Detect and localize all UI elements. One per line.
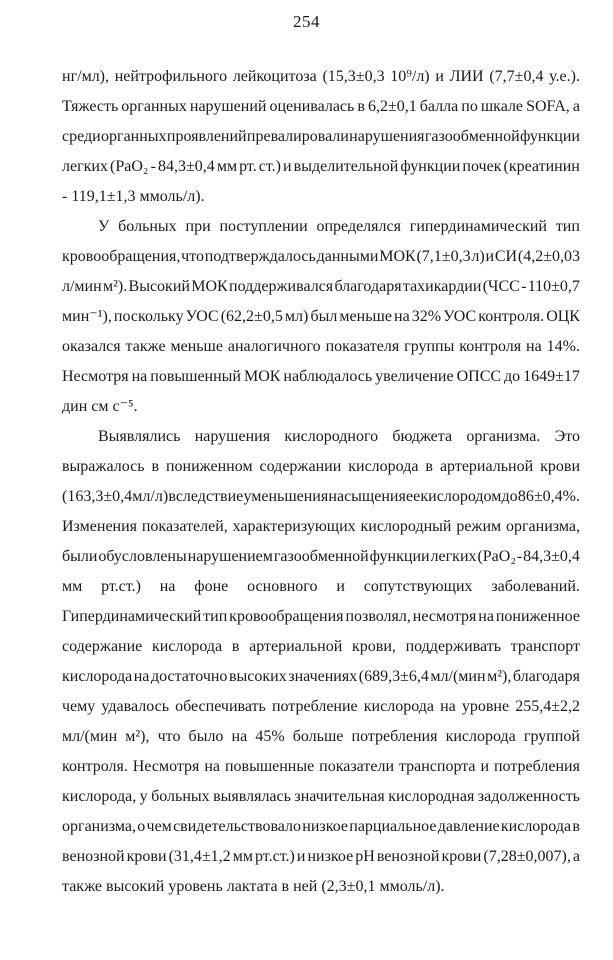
word: кислородная (388, 788, 475, 805)
paragraph-3-line-11 (62, 722, 580, 752)
word: были (62, 548, 98, 565)
word: мл/(мин (430, 668, 486, 685)
paragraph-3-line-7 (62, 602, 580, 632)
word: Высокий (128, 278, 190, 295)
word: поскольку (113, 308, 184, 325)
paragraph-3-line-8 (62, 632, 580, 662)
word: группой (523, 728, 580, 745)
word: ст.) (258, 158, 281, 175)
word: по (461, 98, 478, 115)
word: режим (456, 518, 502, 535)
word: pH (355, 848, 375, 865)
word: и (283, 158, 292, 175)
word: легких (62, 158, 108, 175)
word: о (137, 818, 146, 835)
word: в (231, 638, 240, 655)
paragraph-1-line-4 (62, 152, 580, 182)
word: 84,3±0,4 (523, 548, 580, 565)
word: наблюдалось (283, 368, 373, 385)
word: организма, (505, 518, 580, 535)
word: 10⁹/л) (390, 68, 430, 85)
word: а (572, 98, 580, 115)
paragraph-2-line-5 (62, 332, 580, 362)
word: 45% (255, 728, 285, 745)
paragraph-3-line-4 (62, 512, 580, 542)
word: в (357, 98, 365, 115)
paragraph-1-line-1 (62, 62, 580, 92)
word: МОК (379, 248, 416, 265)
word: содержании (259, 458, 342, 475)
word: благодаря (512, 668, 580, 685)
word: тип (555, 218, 580, 235)
word: выявлялась (213, 788, 291, 805)
word: (689,3±6,4 (358, 668, 429, 685)
word: Выявлялись (98, 428, 181, 445)
word: шкале (480, 98, 524, 115)
word: нарушением (187, 548, 273, 565)
word: достаточно (150, 668, 228, 685)
word: и (480, 758, 490, 775)
word: на (204, 758, 221, 775)
word: Несмотря (132, 758, 200, 775)
word: - (150, 158, 156, 175)
word: Несмотря (62, 368, 129, 385)
paragraph-3-line-9 (62, 662, 580, 692)
word: рт.ст.) (101, 578, 141, 595)
word: повышенные (224, 758, 315, 775)
paragraph-2-line-6 (62, 362, 580, 392)
body-text (62, 62, 580, 902)
word: значениях (288, 668, 358, 685)
paragraph-2-line-2 (62, 242, 580, 272)
word: почек (462, 158, 502, 175)
word: несмотря (412, 608, 477, 625)
paragraph-3-line-5 (62, 542, 580, 572)
word: значительная (294, 788, 385, 805)
page-number: 254 (293, 12, 320, 31)
word: SOFA, (526, 98, 570, 115)
word: ОПСС (456, 368, 502, 385)
word: (7,1±0,3 (416, 248, 471, 265)
word: 14%. (546, 338, 580, 355)
word: больных (151, 788, 210, 805)
word: нарушений (189, 98, 267, 115)
paragraph-3-line-2 (62, 452, 580, 482)
word: до (501, 488, 518, 505)
word: 6,2±0,1 (367, 98, 417, 115)
word: также (125, 338, 166, 355)
word: рт.ст.) (255, 848, 295, 865)
word: мл/(мин (62, 728, 118, 745)
word: благодаря (334, 278, 402, 295)
word: кислорода (348, 458, 419, 475)
word: функции (519, 128, 580, 145)
word: МОК (243, 368, 281, 385)
word: кислородного (284, 428, 379, 445)
word: показателей, (141, 518, 228, 535)
word: сопутствующих (363, 578, 473, 595)
word: чем (146, 818, 172, 835)
word: что (157, 728, 181, 745)
word: на (133, 668, 150, 685)
word: выделительной (293, 158, 399, 175)
word: Это (554, 428, 580, 445)
word: данными (316, 248, 379, 265)
word: поддерживать (405, 638, 501, 655)
word: мм (232, 848, 253, 865)
word: венозной (376, 848, 440, 865)
word: в (425, 458, 433, 475)
word: Тяжесть (62, 98, 119, 115)
word: кровообращения (229, 608, 344, 625)
word: пониженное (495, 608, 580, 625)
word: (62,2±0,5 (220, 308, 283, 325)
word: кислородный (360, 518, 452, 535)
word: - (521, 278, 527, 295)
word: л/мин (62, 278, 102, 295)
word: организма. (466, 428, 541, 445)
word: транспорт (510, 638, 580, 655)
word: на (131, 368, 148, 385)
word: ЛИИ (449, 68, 484, 85)
word: (31,4±1,2 (168, 848, 231, 865)
word: контроля (459, 338, 522, 355)
word: 255,4±2,2 (515, 698, 580, 715)
word: пониженном (165, 458, 253, 475)
word: (7,7±0,4 (489, 68, 544, 85)
word: насыщения (328, 488, 406, 505)
word: чему (62, 698, 96, 715)
paragraph-2-line-4 (62, 302, 580, 332)
paragraph-1-line-3 (62, 122, 580, 152)
word: ОЦК (546, 308, 580, 325)
word: крови (441, 848, 482, 865)
word: на (526, 338, 542, 355)
word: низкое (302, 818, 348, 835)
word: (PaO₂ (110, 158, 149, 175)
word: уменьшения (243, 488, 329, 505)
paragraph-3-line-12 (62, 752, 580, 782)
word: (ЧСС (482, 278, 520, 295)
word: превалировали (246, 128, 349, 145)
word: меньше (170, 338, 223, 355)
word: был (310, 308, 338, 325)
word: л) (471, 248, 485, 265)
paragraph-3-line-13 (62, 782, 580, 812)
word: гипердинамический (409, 218, 547, 235)
word: (163,3±0,4 (62, 488, 133, 505)
word: до (504, 368, 521, 385)
word: удавалось (101, 698, 169, 715)
word: высоких (228, 668, 287, 685)
word: Гипердинамический (62, 608, 202, 625)
paragraph-3-line-15 (62, 842, 580, 872)
word: рт. (239, 158, 257, 175)
word: газообменной (424, 128, 520, 145)
word: свидетельствовало (173, 818, 302, 835)
word: на (394, 308, 410, 325)
word: характеризующих (232, 518, 356, 535)
paragraph-3-line-1 (62, 422, 580, 452)
word: среди (62, 128, 101, 145)
word: 86±0,4%. (517, 488, 580, 505)
word: нарушения (194, 428, 271, 445)
paragraph-3-line-16: также высокий уровень лактата в ней (2,3±0,1 ммоль/л). (62, 878, 445, 895)
word: нейтрофильного (114, 68, 228, 85)
word: при (185, 218, 211, 235)
word: СИ (494, 248, 518, 265)
word: уровне (461, 698, 510, 715)
word: 32% (411, 308, 442, 325)
word: основного (247, 578, 318, 595)
paragraph-3-line-3 (62, 482, 580, 512)
word: обеспечивать (175, 698, 266, 715)
word: тип (203, 608, 228, 625)
word: было (188, 728, 224, 745)
word: на (440, 698, 456, 715)
word: и (485, 248, 495, 265)
paragraph-1-line-2 (62, 92, 580, 122)
word: (15,3±0,3 (322, 68, 385, 85)
word: на (231, 728, 248, 745)
word: меньше (339, 308, 392, 325)
word: обусловлены (98, 548, 187, 565)
paragraph-3-line-6 (62, 572, 580, 602)
word: а (572, 848, 580, 865)
word: м²), (487, 668, 512, 685)
word: мин⁻¹), (62, 308, 112, 325)
word: что (181, 248, 204, 265)
word: функции (369, 548, 430, 565)
paragraph-2-line-7: дин см с⁻⁵. (62, 398, 138, 415)
word: потребление (271, 698, 358, 715)
word: (4,2±0,03 (517, 248, 580, 265)
word: содержание (62, 638, 143, 655)
word: кислорода (500, 818, 572, 835)
word: У (98, 218, 110, 235)
word: повышенный (150, 368, 241, 385)
word: больных (118, 218, 177, 235)
word: фоне (194, 578, 229, 595)
word: артериальной (439, 458, 534, 475)
word: показателя (325, 338, 400, 355)
word: в (151, 458, 160, 475)
word: УОС (185, 308, 219, 325)
word: показатели (319, 758, 394, 775)
word: (7,28±0,007), (483, 848, 571, 865)
word: 110±0,7 (527, 278, 580, 295)
word: крови (540, 458, 580, 475)
word: венозной (62, 848, 125, 865)
word: выражалось (62, 458, 145, 475)
word: потребления (493, 758, 580, 775)
word: Изменения (62, 518, 138, 535)
word: мл/л) (132, 488, 169, 505)
word: УОС (443, 308, 477, 325)
word: нарушения (349, 128, 425, 145)
word: низкое (307, 848, 354, 865)
word: ее (406, 488, 421, 505)
word: проявлений (166, 128, 247, 145)
word: мм (216, 158, 238, 175)
word: контроля. (62, 758, 128, 775)
word: м²), (125, 728, 150, 745)
word: потребления (351, 728, 438, 745)
word: на (159, 578, 176, 595)
word: кислорода (62, 668, 133, 685)
word: органных (121, 98, 187, 115)
word: артериальной (249, 638, 343, 655)
word: балла (419, 98, 459, 115)
word: кислородом (420, 488, 502, 505)
word: больше (292, 728, 344, 745)
word: и (435, 68, 444, 85)
paragraph-3-line-14 (62, 812, 580, 842)
word: органных (101, 128, 167, 145)
word: оказался (62, 338, 121, 355)
word: у.е.). (549, 68, 580, 85)
word: газообменной (273, 548, 369, 565)
paragraph-1-line-5: - 119,1±1,3 ммоль/л). (62, 188, 205, 205)
word: легких (430, 548, 477, 565)
word: увеличение (375, 368, 454, 385)
word: 84,3±0,4 (157, 158, 215, 175)
word: бюджета (392, 428, 453, 445)
word: кровообращения, (62, 248, 181, 265)
word: позволял, (345, 608, 411, 625)
word: организма, (62, 818, 136, 835)
word: давление (437, 818, 500, 835)
word: задолженность (477, 788, 580, 805)
word: МОК (191, 278, 228, 295)
word: (PaO₂ (477, 548, 516, 565)
word: аналогичного (227, 338, 321, 355)
word: кислорода (363, 698, 434, 715)
word: мм (62, 578, 83, 595)
word: и (296, 848, 306, 865)
word: кислорода, (62, 788, 137, 805)
word: парциальное (349, 818, 437, 835)
word: поступлении (219, 218, 308, 235)
word: заболеваний. (491, 578, 580, 595)
word: крови, (351, 638, 396, 655)
paragraph-3-line-10 (62, 692, 580, 722)
word: - (516, 548, 523, 565)
word: у (139, 788, 148, 805)
word: (креатинин (503, 158, 580, 175)
word: тахикардии (402, 278, 482, 295)
word: поддерживался (229, 278, 334, 295)
word: вследствие (168, 488, 244, 505)
paragraph-2-line-3 (62, 272, 580, 302)
word: мл) (284, 308, 309, 325)
word: и (336, 578, 345, 595)
word: оценивалась (269, 98, 355, 115)
word: группы (404, 338, 455, 355)
word: нг/мл), (62, 68, 110, 85)
word: кислорода (151, 638, 223, 655)
word: лейкоцитоза (232, 68, 317, 85)
word: контроля. (478, 308, 545, 325)
word: м²). (102, 278, 128, 295)
word: 1649±17 (523, 368, 580, 385)
paragraph-2-line-1 (62, 212, 580, 242)
word: подтверждалось (204, 248, 316, 265)
word: кислорода (445, 728, 516, 745)
word: определялся (316, 218, 401, 235)
word: крови (126, 848, 167, 865)
word: транспорта (398, 758, 476, 775)
word: в (572, 818, 580, 835)
word: функции (400, 158, 461, 175)
word: на (478, 608, 494, 625)
